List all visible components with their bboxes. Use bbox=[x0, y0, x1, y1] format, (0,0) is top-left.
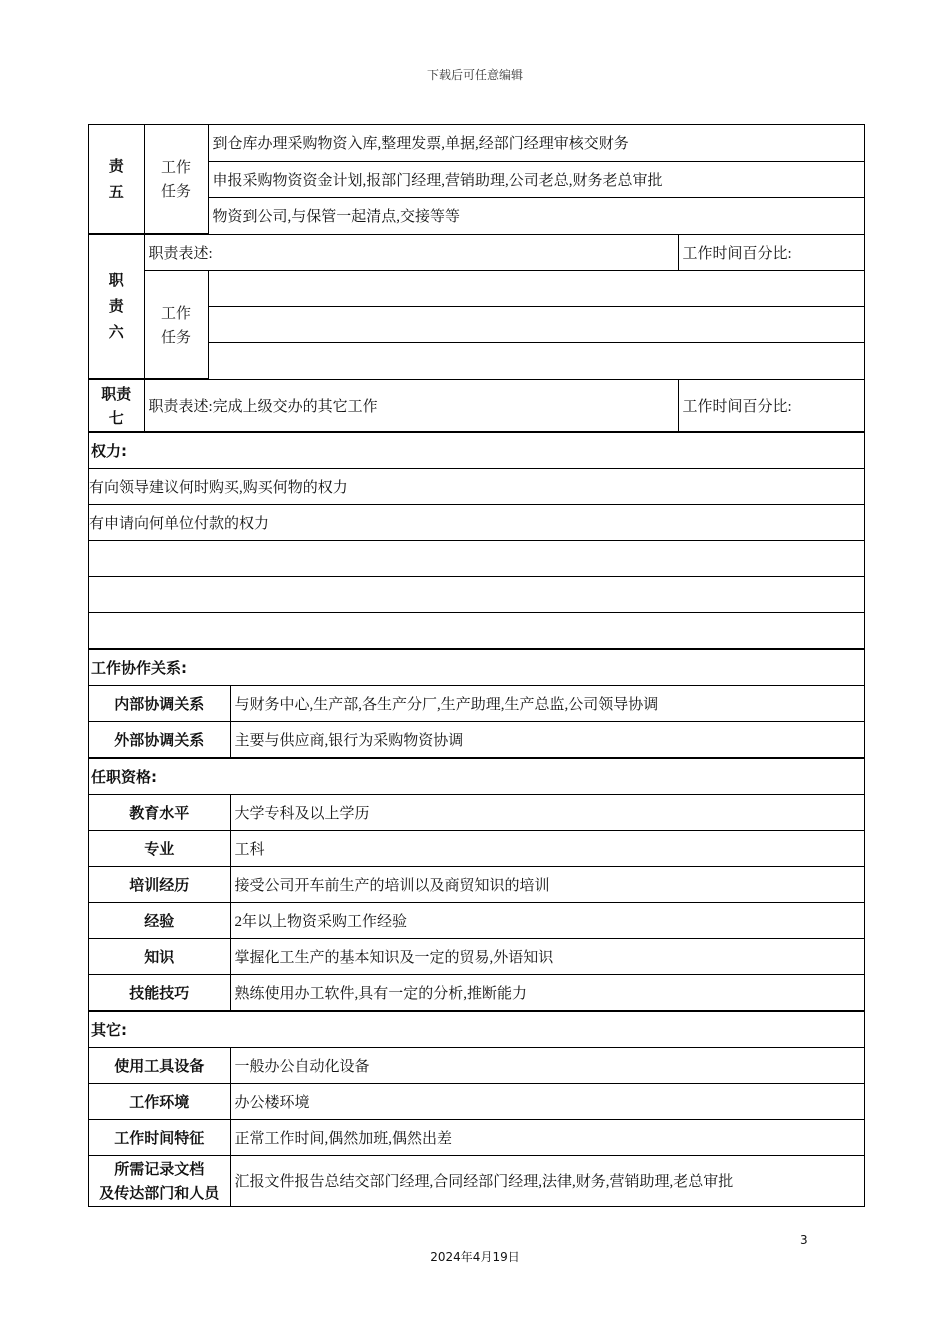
experience-label: 经验 bbox=[89, 902, 230, 938]
major-label: 专业 bbox=[89, 830, 230, 866]
duty6-task-3 bbox=[208, 343, 864, 379]
environment-value: 办公楼环境 bbox=[230, 1083, 864, 1119]
power-item-2: 有申请向何单位付款的权力 bbox=[89, 504, 864, 540]
work-time-label: 工作时间特征 bbox=[89, 1119, 230, 1155]
qualifications-block bbox=[89, 757, 864, 1010]
duty6-task-2 bbox=[208, 307, 864, 343]
cooperation-title: 工作协作关系: bbox=[89, 650, 864, 685]
job-description-table bbox=[88, 124, 865, 1207]
knowledge-label: 知识 bbox=[89, 938, 230, 974]
qualifications-title: 任职资格: bbox=[89, 759, 864, 794]
tools-label: 使用工具设备 bbox=[89, 1047, 230, 1083]
work-time-value: 正常工作时间,偶然加班,偶然出差 bbox=[230, 1119, 864, 1155]
power-item-4 bbox=[89, 576, 864, 612]
duty6-block bbox=[89, 234, 864, 380]
duty5-label: 责 五 bbox=[89, 125, 144, 233]
duty7-label: 职责 七 bbox=[89, 380, 144, 431]
duty5-task-3: 物资到公司,与保管一起清点,交接等等 bbox=[208, 197, 864, 233]
training-value: 接受公司开车前生产的培训以及商贸知识的培训 bbox=[230, 866, 864, 902]
other-title: 其它: bbox=[89, 1012, 864, 1047]
power-block bbox=[89, 431, 864, 648]
skills-label: 技能技巧 bbox=[89, 974, 230, 1010]
other-block bbox=[89, 1010, 864, 1206]
duty6-description-label: 职责表述: bbox=[144, 235, 678, 271]
tools-value: 一般办公自动化设备 bbox=[230, 1047, 864, 1083]
cooperation-block bbox=[89, 648, 864, 757]
duty6-time-label: 工作时间百分比: bbox=[678, 235, 864, 271]
skills-value: 熟练使用办工软件,具有一定的分析,推断能力 bbox=[230, 974, 864, 1010]
duty5-task-label: 工作 任务 bbox=[144, 125, 208, 233]
header-note: 下载后可任意编辑 bbox=[426, 68, 523, 82]
duty5-task-2: 申报采购物资资金计划,报部门经理,营销助理,公司老总,财务老总审批 bbox=[208, 161, 864, 197]
duty7-time-label: 工作时间百分比: bbox=[678, 380, 864, 431]
power-title: 权力: bbox=[89, 433, 864, 468]
duty6-task-1 bbox=[208, 271, 864, 307]
cooperation-external-value: 主要与供应商,银行为采购物资协调 bbox=[230, 721, 864, 757]
duty7-description: 职责表述:完成上级交办的其它工作 bbox=[144, 380, 678, 431]
records-label: 所需记录文档 及传达部门和人员 bbox=[89, 1155, 230, 1206]
training-label: 培训经历 bbox=[89, 866, 230, 902]
duty7-block bbox=[89, 379, 864, 431]
duty6-label: 职 责 六 bbox=[89, 235, 144, 379]
duty5-block bbox=[89, 124, 864, 234]
records-value: 汇报文件报告总结交部门经理,合同经部门经理,法律,财务,营销助理,老总审批 bbox=[230, 1155, 864, 1206]
experience-value: 2年以上物资采购工作经验 bbox=[230, 902, 864, 938]
page-number: 3 bbox=[800, 1233, 808, 1247]
power-item-1: 有向领导建议何时购买,购买何物的权力 bbox=[89, 468, 864, 504]
knowledge-value: 掌握化工生产的基本知识及一定的贸易,外语知识 bbox=[230, 938, 864, 974]
cooperation-external-label: 外部协调关系 bbox=[89, 721, 230, 757]
education-label: 教育水平 bbox=[89, 794, 230, 830]
duty5-task-1: 到仓库办理采购物资入库,整理发票,单据,经部门经理审核交财务 bbox=[208, 125, 864, 161]
major-value: 工科 bbox=[230, 830, 864, 866]
power-item-5 bbox=[89, 612, 864, 648]
duty6-task-label: 工作 任务 bbox=[144, 271, 208, 379]
environment-label: 工作环境 bbox=[89, 1083, 230, 1119]
cooperation-internal-label: 内部协调关系 bbox=[89, 685, 230, 721]
education-value: 大学专科及以上学历 bbox=[230, 794, 864, 830]
power-item-3 bbox=[89, 540, 864, 576]
cooperation-internal-value: 与财务中心,生产部,各生产分厂,生产助理,生产总监,公司领导协调 bbox=[230, 685, 864, 721]
footer-date: 2024年4月19日 bbox=[430, 1250, 520, 1264]
